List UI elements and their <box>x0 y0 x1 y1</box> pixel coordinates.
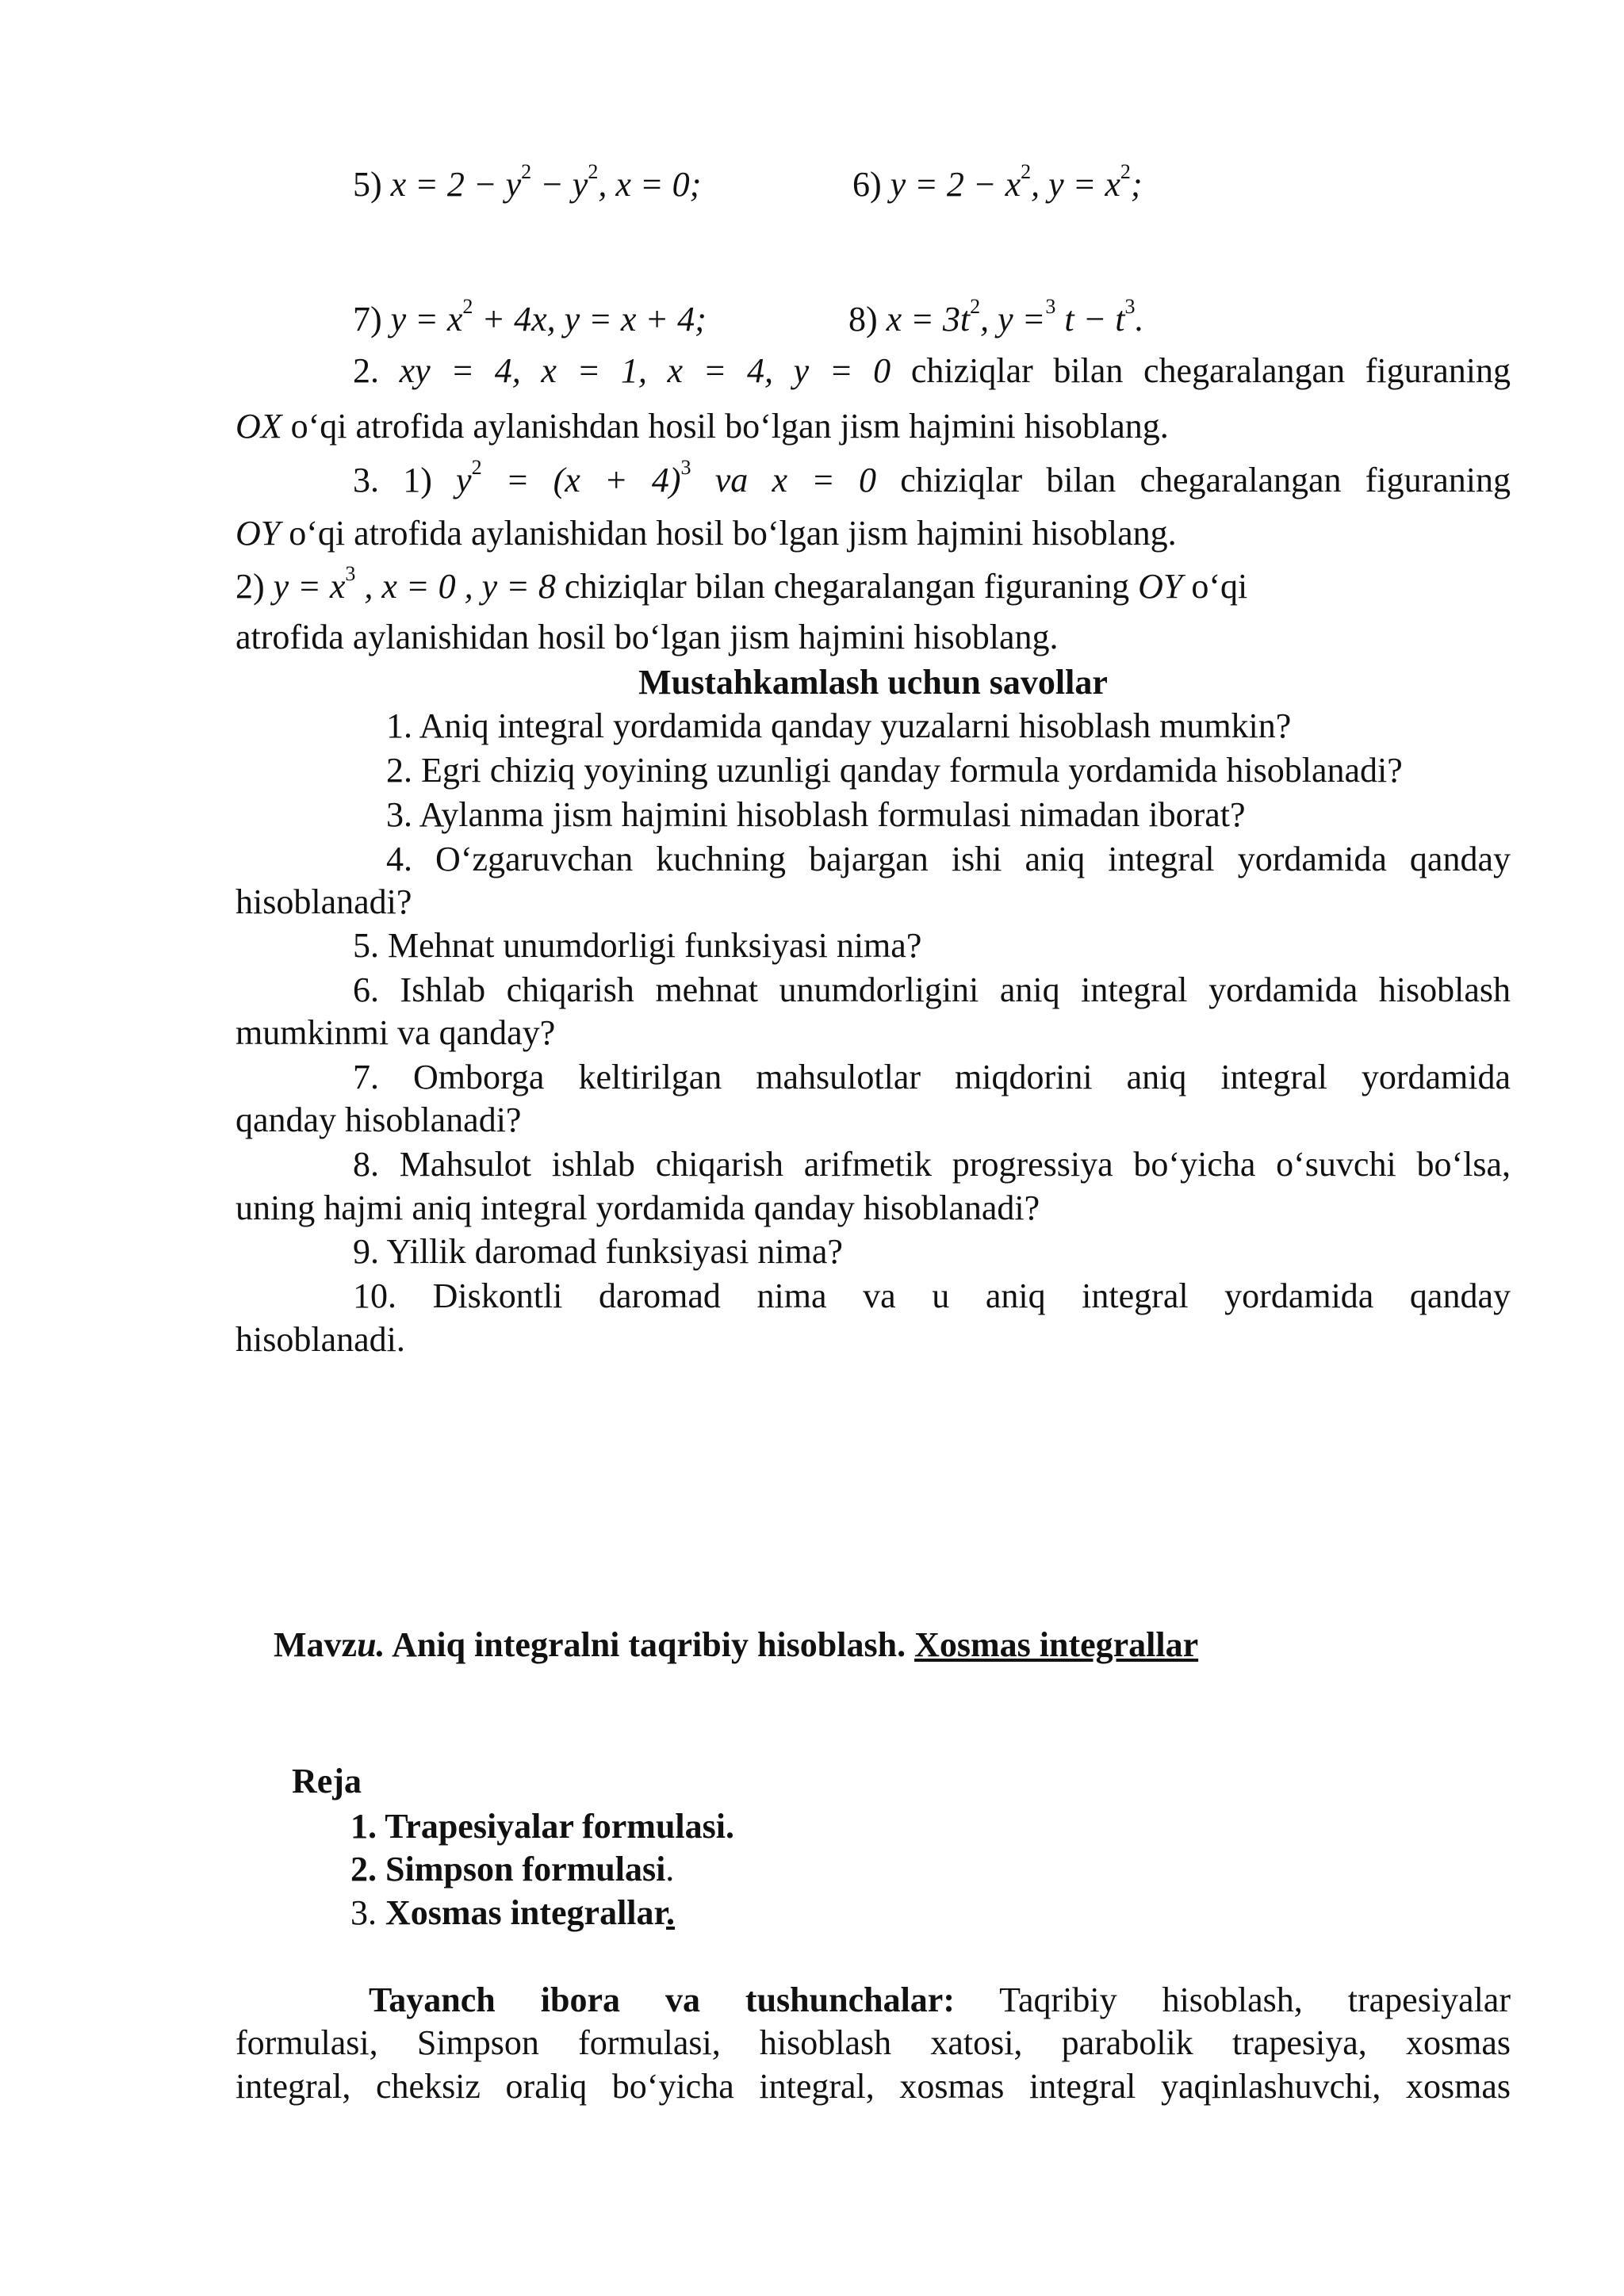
question-4-cont: hisoblanadi? <box>236 882 412 921</box>
question-7: 7. Omborga keltirilgan mahsulotlar miqdorini aniq integral yordamida <box>353 1058 1511 1096</box>
exercise-6 <box>852 160 1143 207</box>
exercise-6-label: 6) <box>852 165 882 204</box>
problem-3-line-4: atrofida aylanishidan hosil bo‘lgan jism hajmini hisoblang. <box>236 618 1059 656</box>
exercise-5 <box>353 160 702 207</box>
problem-2-line-1: 2. xy = 4, x = 1, x = 4, y = 0 chiziqlar bilan chegaralangan figuraning <box>353 351 1511 390</box>
exercise-5-formula: $x = 2 - y^2 - y^2$, x = 0; <box>390 160 702 204</box>
question-2: 2. Egri chiziq yoyining uzunligi qanday formula yordamida hisoblanadi? <box>386 751 1403 790</box>
exercise-8-formula: $x = 3t^2$, y =$^3$ $t - t^3$. <box>886 295 1144 339</box>
problem-2-formula: xy = 4, x = 1, x = 4, y = 0 <box>399 351 891 390</box>
problem-3-line-1: 3. 1) $y^2 = (x + 4)^3$ va x = 0 chiziqlar bilan chegaralangan figuraning <box>353 456 1511 499</box>
axis-ox: OX <box>236 407 282 446</box>
plan-item-3: 3. Xosmas integrallar. <box>350 1893 676 1932</box>
question-3: 3. Aylanma jism hajmini hisoblash formulasi nimadan iborat? <box>386 795 1246 834</box>
question-10: 10. Diskontli daromad nima va u aniq integral yordamida qanday <box>353 1276 1511 1315</box>
plan-item-2: 2. Simpson formulasi. <box>350 1850 675 1888</box>
keywords-line-2: formulasi, Simpson formulasi, hisoblash xatosi, parabolik trapesiya, xosmas <box>236 2023 1511 2062</box>
problem-2-line-2: OX o‘qi atrofida aylanishdan hosil bo‘lgan jism hajmini hisoblang. <box>236 407 1169 446</box>
exercise-8 <box>848 297 1143 342</box>
keywords-line-3: integral, cheksiz oraliq bo‘yicha integral, xosmas integral yaqinlashuvchi, xosmas <box>236 2067 1511 2106</box>
question-4: 4. O‘zgaruvchan kuchning bajargan ishi aniq integral yordamida qanday <box>386 840 1511 878</box>
exercise-8-label: 8) <box>848 300 878 339</box>
question-8-cont: uning hajmi aniq integral yordamida qanday hisoblanadi? <box>236 1188 1040 1227</box>
question-9: 9. Yillik daromad funksiyasi nima? <box>353 1232 843 1271</box>
question-6: 6. Ishlab chiqarish mehnat unumdorligini aniq integral yordamida hisoblash <box>353 970 1511 1009</box>
topic-underlined: Xosmas integrallar <box>914 1625 1199 1664</box>
problem-3-line-2: OY o‘qi atrofida aylanishidan hosil bo‘lgan jism hajmini hisoblang. <box>236 514 1177 553</box>
question-1: 1. Aniq integral yordamida qanday yuzalarni hisoblash mumkin? <box>386 706 1292 745</box>
plan-heading: Reja <box>292 1762 362 1800</box>
question-7-cont: qanday hisoblanadi? <box>236 1100 522 1139</box>
exercise-7-label: 7) <box>353 300 382 339</box>
axis-oy: OY <box>236 514 281 553</box>
topic-heading: Mavzu. Aniq integralni taqribiy hisoblash. Xosmas integrallar <box>274 1625 1199 1664</box>
question-8: 8. Mahsulot ishlab chiqarish arifmetik progressiya bo‘yicha o‘suvchi bo‘lsa, <box>353 1145 1511 1184</box>
axis-oy-2: OY <box>1138 567 1183 606</box>
question-6-cont: mumkinmi va qanday? <box>236 1013 556 1052</box>
exercise-7-formula: $y = x^2 + 4x$, y = x + 4; <box>390 295 707 339</box>
keywords-label: Tayanch ibora va tushunchalar: <box>369 1980 955 2019</box>
question-5: 5. Mehnat unumdorligi funksiyasi nima? <box>353 926 922 965</box>
problem-3-formula-1: $y^2 = (x + 4)^3$ <box>456 456 691 499</box>
plan-item-1: 1. Trapesiyalar formulasi. <box>350 1807 734 1846</box>
problem-3-formula-2: $y = x^3$ , x = 0 , y = 8 <box>273 562 556 606</box>
exercise-5-label: 5) <box>353 165 382 204</box>
keywords-line-1: Tayanch ibora va tushunchalar: Taqribiy hisoblash, trapesiyalar <box>369 1980 1511 2019</box>
questions-heading: Mustahkamlash uchun savollar <box>638 663 1108 702</box>
question-10-cont: hisoblanadi. <box>236 1320 405 1359</box>
problem-3-line-3: 2) $y = x^3$ , x = 0 , y = 8 chiziqlar bilan chegaralangan figuraning OY o‘qi <box>236 562 1248 606</box>
exercise-7 <box>353 297 707 342</box>
exercise-6-formula: $y = 2 - x^2$, $y = x^2$; <box>890 160 1143 204</box>
